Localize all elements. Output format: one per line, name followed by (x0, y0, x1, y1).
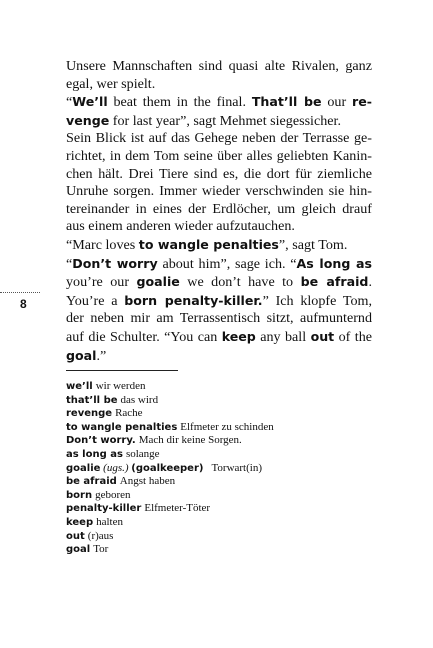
vocabulary-term: penalty-killer (66, 503, 142, 515)
glossed-term: goal (66, 347, 97, 363)
text-run: ”, sagt Tom. (278, 236, 348, 253)
vocabulary-term: born (66, 489, 93, 501)
glossed-term: goalie (136, 274, 180, 290)
vocabulary-item (66, 543, 372, 557)
paragraph (66, 236, 372, 255)
text-run: ” Ich klopfe Tom, der neben mir am Terrassentisch sitzt, aufmunternd auf die Schulter. “You can (66, 292, 373, 345)
vocabulary-term: we’ll (66, 381, 93, 392)
glossed-term: That’ll be (251, 94, 322, 110)
vocabulary-translation: Angst haben (119, 475, 176, 488)
vocabulary-item (66, 434, 372, 448)
paragraph (66, 58, 372, 93)
vocabulary-term: goal (66, 544, 91, 556)
text-run: about him”, sage ich. “ (157, 255, 297, 272)
glossed-term: As long as (296, 255, 372, 271)
vocabulary-translation: wir werden (95, 380, 146, 392)
vocabulary-translation: Tor (93, 543, 109, 556)
glossed-term: revenge (66, 94, 373, 128)
vocabulary-list (66, 380, 372, 557)
text-run: . You’re a (66, 274, 372, 309)
vocabulary-term: goalie (66, 462, 101, 474)
vocabulary-term: out (66, 530, 85, 542)
vocabulary-translation: Rache (115, 407, 143, 420)
paragraph (66, 130, 372, 236)
glossed-term: be afraid (300, 274, 369, 290)
vocabulary-item (66, 475, 372, 489)
text-run: of the (334, 328, 372, 345)
vocabulary-divider (66, 370, 178, 371)
vocabulary-term: keep (66, 516, 94, 528)
page-number: 8 (20, 297, 27, 311)
text-run: our (321, 94, 353, 111)
text-run: “Marc loves (66, 236, 139, 253)
glossed-term: born penalty-killer. (124, 292, 263, 308)
vocabulary-item (66, 380, 372, 394)
vocabulary-term: to wangle penalties (66, 421, 178, 433)
text-run: .” (96, 347, 107, 364)
vocabulary-item (66, 530, 372, 544)
text-run: for last year”, sagt Mehmet siegessicher. (109, 112, 341, 129)
vocabulary-term: Don’t worry. (66, 435, 136, 447)
vocabulary-term: that’ll be (66, 394, 118, 406)
glossed-term: Don’t worry (72, 255, 158, 271)
vocabulary-note: (ugs.) (103, 461, 129, 474)
text-run: “ (66, 255, 73, 272)
vocabulary-translation: Torwart(in) (211, 461, 262, 474)
vocabulary-term: be afraid (66, 476, 117, 488)
glossed-term: keep (221, 328, 256, 344)
vocabulary-item (66, 489, 372, 503)
vocabulary-item (66, 394, 372, 408)
story-text (66, 58, 372, 365)
vocabulary-translation: halten (96, 515, 123, 528)
vocabulary-translation: Elfmeter-Töter (144, 502, 211, 515)
vocabulary-translation: Mach dir keine Sorgen. (138, 434, 242, 447)
vocabulary-item (66, 462, 372, 476)
text-run: Unsere Mannschaften sind quasi alte Rivalen, ganz egal, wer spielt. (66, 58, 372, 92)
glossed-term: out (310, 328, 335, 344)
paragraph (66, 255, 372, 366)
vocabulary-translation: geboren (95, 488, 131, 501)
text-run: Sein Blick ist auf das Gehege neben der Terrasse gerichtet, in dem Tom seine über alles geliebten Kaninchen hält. Drei Tiere sind es, die dort für ziemliche Unruhe sorgen. Immer wieder verschwinden sie hintereinander in eines der Erdlöcher, um gleich drauf aus einem anderen wieder aufzutauchen. (66, 130, 372, 235)
text-run: you’re our (66, 274, 137, 291)
text-run: beat them in the final. (107, 94, 252, 111)
vocabulary-term: as long as (66, 448, 123, 460)
vocabulary-item (66, 407, 372, 421)
vocabulary-translation: (r)aus (87, 529, 114, 542)
paragraph (66, 93, 372, 130)
glossed-term: to wangle penalties (138, 236, 279, 252)
vocabulary-item (66, 502, 372, 516)
glossed-term: We’ll (72, 94, 108, 110)
vocabulary-item (66, 421, 372, 435)
vocabulary-term-alt: (goalkeeper) (131, 462, 204, 474)
vocabulary-translation: das wird (120, 393, 159, 406)
text-run: any ball (255, 328, 311, 345)
text-run: “ (66, 94, 73, 111)
vocabulary-translation: solange (125, 447, 160, 460)
vocabulary-term: revenge (66, 408, 113, 420)
vocabulary-item (66, 516, 372, 530)
vocabulary-translation: Elfmeter zu schinden (180, 420, 274, 433)
text-run: we don’t have to (179, 274, 301, 291)
vocabulary-item (66, 448, 372, 462)
page-margin-marker (0, 292, 40, 293)
